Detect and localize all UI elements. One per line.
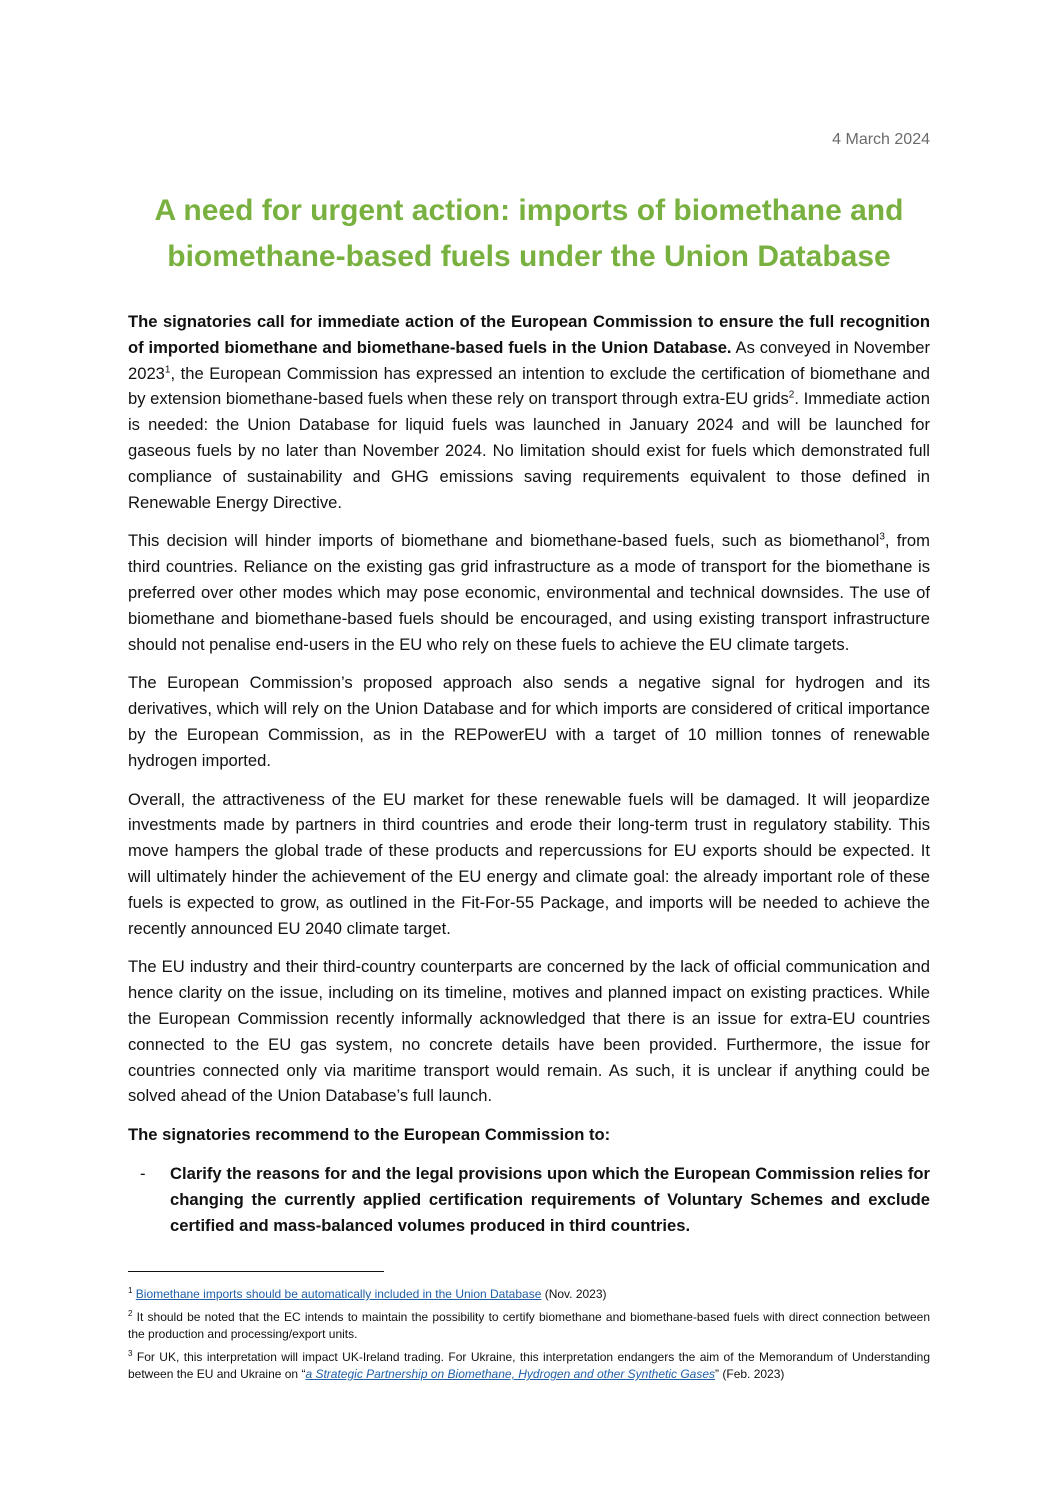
footnote-2-number: 2 — [128, 1309, 133, 1318]
recommendations-list — [128, 1161, 930, 1238]
footnote-1-rest: (Nov. 2023) — [541, 1287, 607, 1301]
paragraph-1-text-b: , the European Commission has expressed an intention to exclude the certification of biomethane and by extension biomethane-based fuels when these rely on transport through extra-EU grids — [128, 363, 930, 409]
footnote-3-number: 3 — [128, 1349, 133, 1358]
footnotes — [128, 1282, 930, 1385]
paragraph-5: The EU industry and their third-country counterparts are concerned by the lack of official communication and hence clarity on the issue, including on its timeline, motives and planned impact on existing practices. While the European Commission recently informally acknowledged that there is an issue for extra-EU countries connected to the EU gas system, no concrete details have been provided. Furthermore, the issue for countries connected only via maritime transport would remain. As such, it is unclear if anything could be solved ahead of the Union Database’s full launch. — [128, 957, 930, 1106]
list-dash: - — [140, 1163, 146, 1183]
footnote-3-link[interactable]: a Strategic Partnership on Biomethane, Hydrogen and other Synthetic Gases — [305, 1367, 716, 1381]
footnote-1 — [128, 1282, 930, 1303]
footnote-3-text: For UK, this interpretation will impact UK-Ireland trading. For Ukraine, this interpretation endangers the aim of the Memorandum of Understanding between the EU and Ukraine on “ — [128, 1350, 930, 1381]
paragraph-1-text-c: . Immediate action is needed: the Union Database for liquid fuels was launched in January 2024 and will be launched for gaseous fuels by no later than November 2024. No limitation should exist for fuels which demonstrated full compliance of sustainability and GHG emissions saving requirements equivalent to those defined in Renewable Energy Directive. — [128, 389, 931, 512]
paragraph-3: The European Commission’s proposed approach also sends a negative signal for hydrogen and its derivatives, which will rely on the Union Database and for which imports are considered of critical importance by the European Commission, as in the REPowerEU with a target of 10 million tonnes of renewable hydrogen imported. — [128, 673, 930, 770]
footnote-1-link[interactable]: Biomethane imports should be automatically included in the Union Database — [135, 1287, 542, 1301]
footnote-2 — [128, 1305, 930, 1343]
title-line-1: A need for urgent action: imports of biomethane and — [154, 194, 904, 227]
document-title — [100, 188, 958, 280]
paragraph-2 — [128, 528, 930, 657]
paragraph-2-text-b: , from third countries. Reliance on the existing gas grid infrastructure as a mode of transport for the biomethane is preferred over other modes which may pose economic, environmental and technical downsides. The use of biomethane and biomethane-based fuels should be encouraged, and using existing transport infrastructure should not penalise end-users in the EU who rely on these fuels to achieve the EU climate targets. — [128, 531, 930, 654]
footnote-3-rest: ” (Feb. 2023) — [715, 1367, 785, 1381]
paragraph-1-lead: The signatories call for immediate action of the European Commission to ensure the full recognition of imported biomethane and biomethane-based fuels in the Union Database. — [128, 312, 930, 357]
footnote-1-number: 1 — [128, 1286, 133, 1295]
paragraph-1 — [128, 309, 930, 515]
footnote-ref-3[interactable]: 3 — [879, 531, 885, 543]
recommendations-heading: The signatories recommend to the European Commission to: — [128, 1125, 611, 1145]
title-line-2: biomethane-based fuels under the Union Database — [167, 240, 891, 273]
paragraph-1-text-a: As conveyed in November 2023 — [128, 337, 930, 383]
footnote-divider — [128, 1271, 384, 1272]
recommendation-text: Clarify the reasons for and the legal provisions upon which the European Commission relies for changing the currently applied certification requirements of Voluntary Schemes and exclude certified and mass-balanced volumes produced in third countries. — [170, 1163, 930, 1235]
recommendation-item — [128, 1161, 930, 1238]
document-body — [128, 309, 930, 1238]
footnote-2-text: It should be noted that the EC intends to maintain the possibility to certify biomethane and biomethane-based fuels with direct connection between the production and processing/export units. — [128, 1310, 930, 1341]
document-date: 4 March 2024 — [832, 131, 930, 148]
footnote-3 — [128, 1345, 930, 1383]
paragraph-2-text-a: This decision will hinder imports of biomethane and biomethane-based fuels, such as biomethanol — [128, 531, 880, 551]
footnote-ref-2[interactable]: 2 — [788, 389, 795, 401]
paragraph-4: Overall, the attractiveness of the EU market for these renewable fuels will be damaged. It will jeopardize investments made by partners in third countries and erode their long-term trust in regulatory stability. This move hampers the global trade of these products and repercussions for EU exports should be expected. It will ultimately hinder the achievement of the EU energy and climate goal: the already important role of these fuels is expected to grow, as outlined in the Fit-For-55 Package, and imports will be needed to achieve the recently announced EU 2040 climate target. — [128, 789, 930, 938]
footnote-ref-1[interactable]: 1 — [164, 364, 171, 376]
